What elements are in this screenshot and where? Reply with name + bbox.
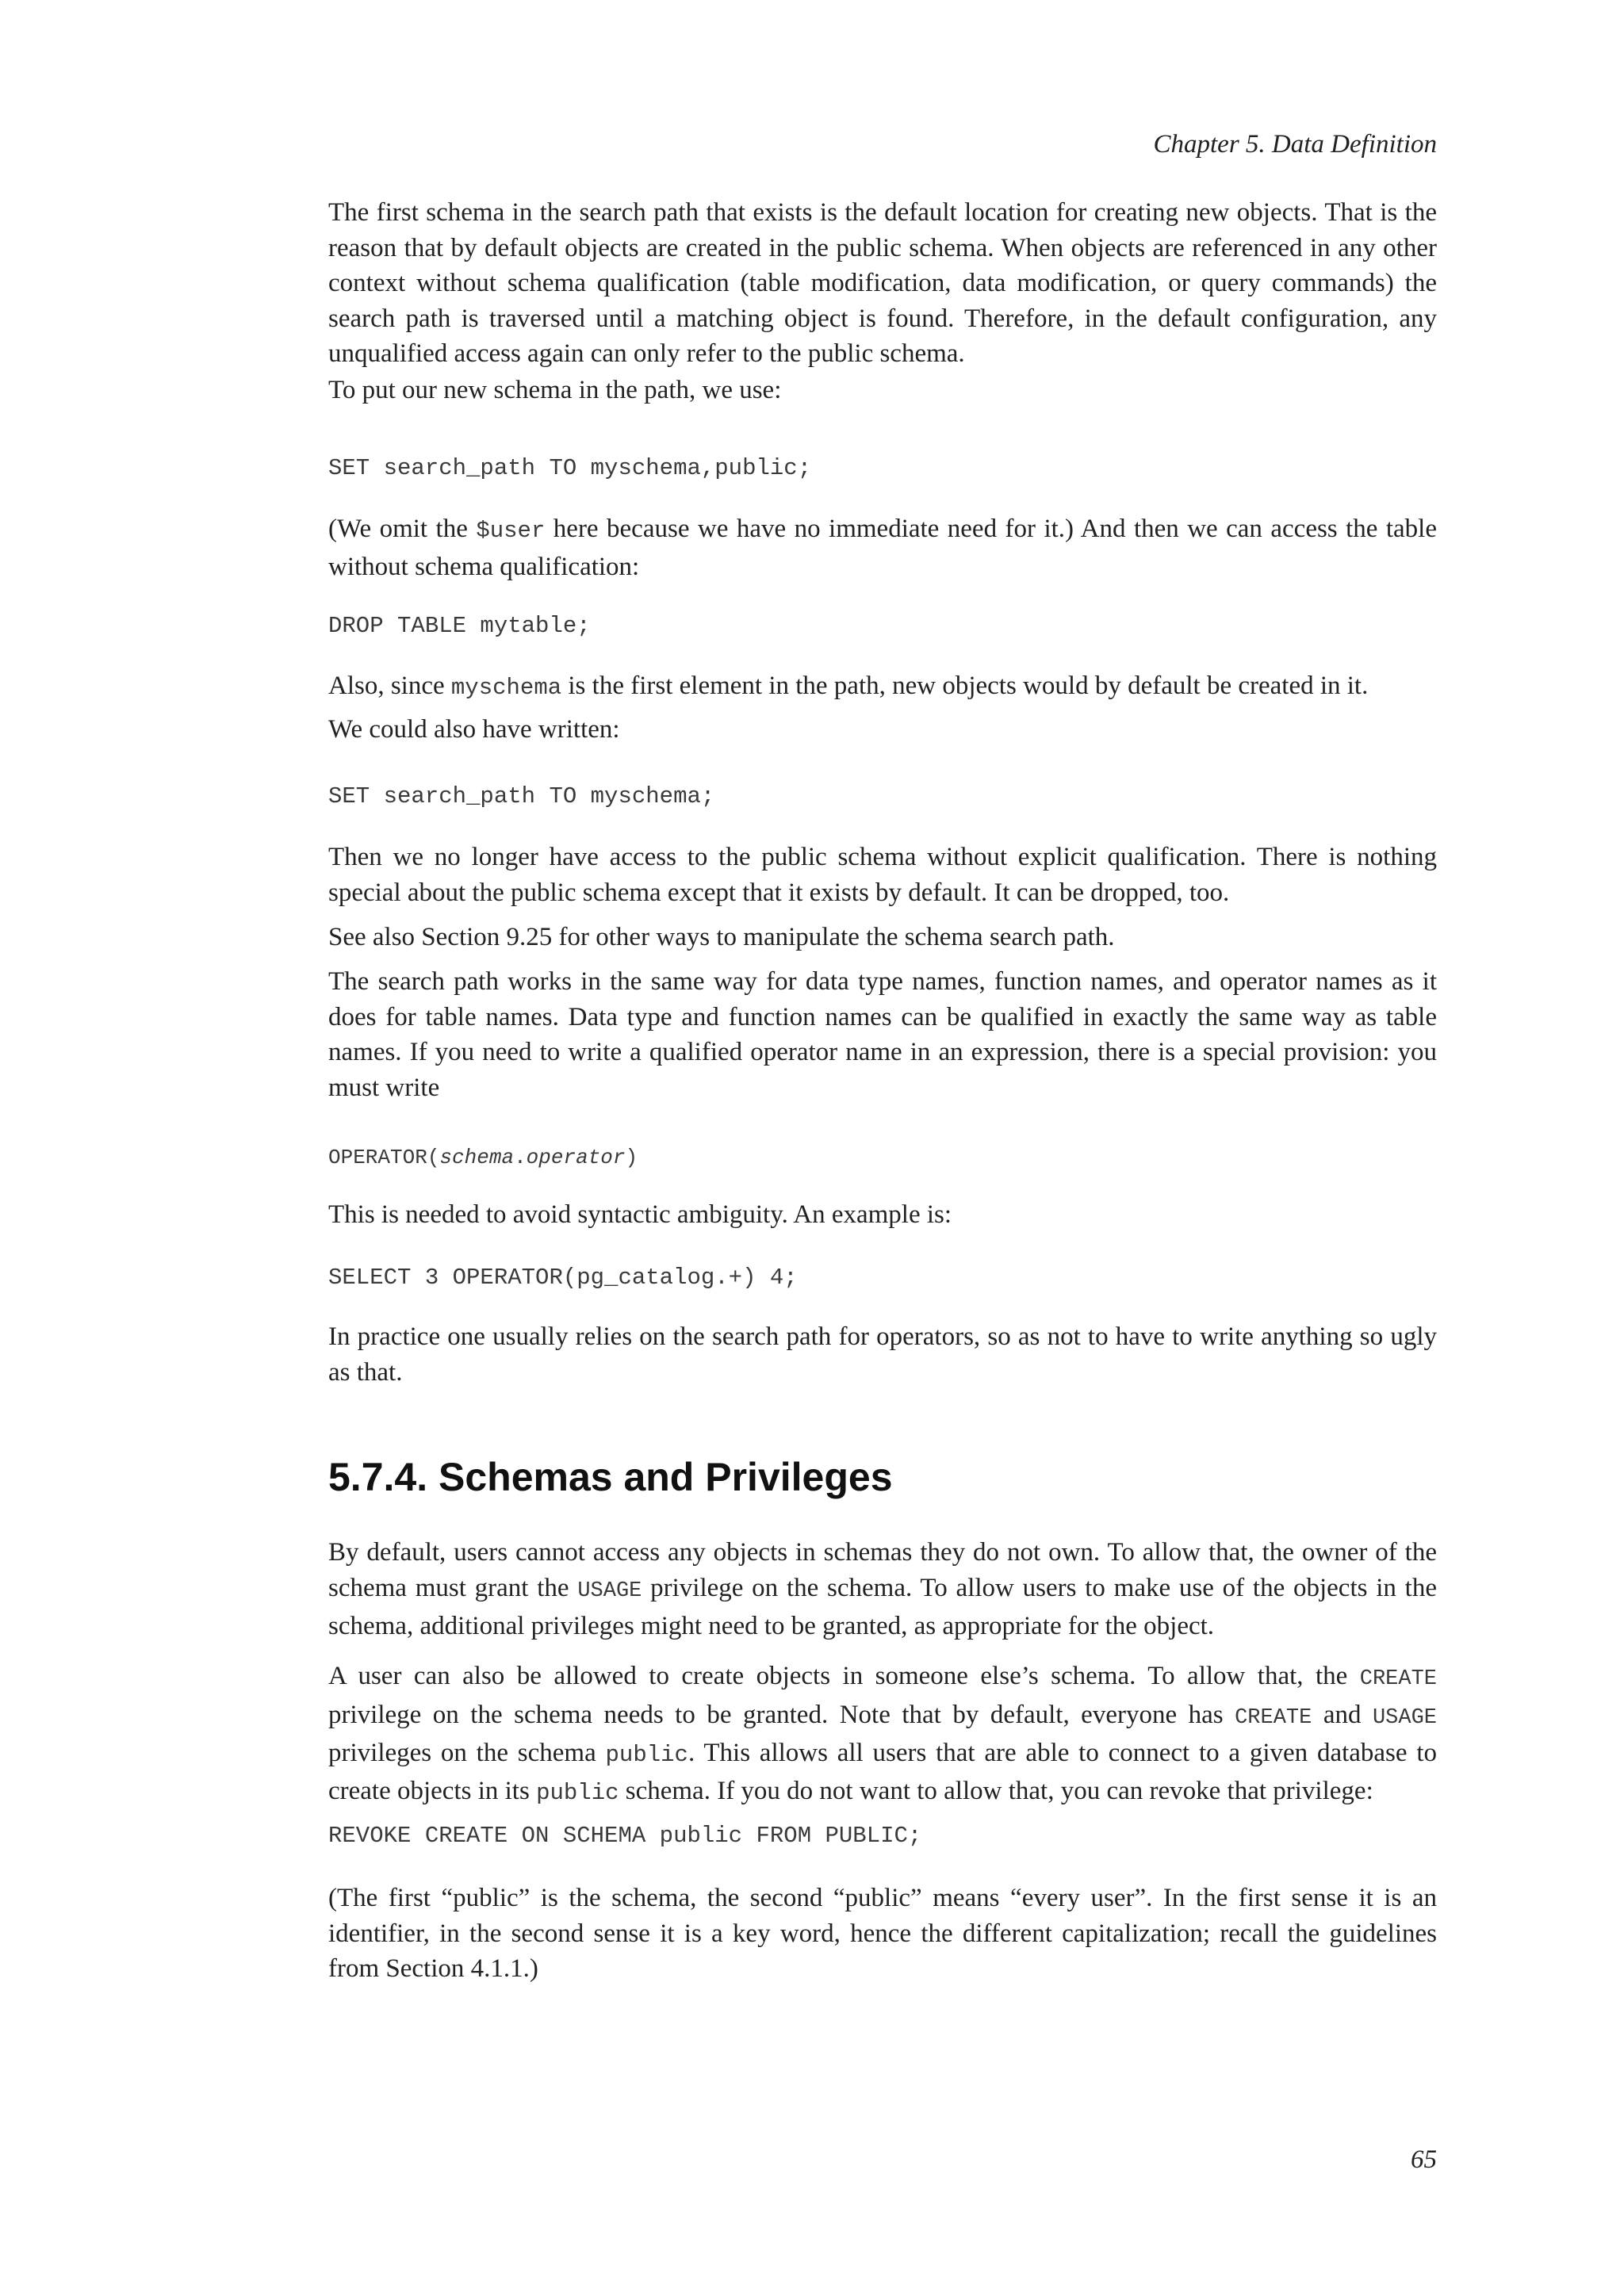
paragraph-put-schema-in-path: To put our new schema in the path, we use: [328,376,782,404]
text-segment: and [1312,1700,1373,1729]
code-operator-syntax [328,1142,1437,1173]
inline-code-public: public [536,1779,619,1806]
text-segment: By default, users cannot access any objects in schemas they do not own. To allow that, the owner of the schema must grant the [328,1538,1437,1602]
section-heading: 5.7.4. Schemas and Privileges [328,1455,893,1499]
inline-code-usage: USAGE [1372,1705,1437,1730]
code-select-operator-example: SELECT 3 OPERATOR(pg_catalog.+) 4; [328,1265,798,1291]
inline-code-public: public [605,1742,688,1768]
text-segment: Also, since [328,672,451,700]
paragraph-first-public: (The first “public” is the schema, the second “public” means “every user”. In the first sense it is an identifier, in the second sense it is a key word, hence the different capitalization; recall the guidelines from Section 4.1.1.) [328,1884,1437,1983]
code-segment: ) [625,1146,638,1169]
text-segment: privilege on the schema. To allow users to make use of the objects in the schema, additional privileges might need to be granted, as appropriate for the object. [328,1573,1437,1640]
paragraph-by-default-users [328,1535,1437,1644]
text-segment: privilege on the schema needs to be granted. Note that by default, everyone has [328,1700,1235,1729]
code-set-search-path-myschema: SET search_path TO myschema; [328,783,715,809]
paragraph-see-also: See also Section 9.25 for other ways to manipulate the schema search path. [328,923,1115,951]
paragraph-in-practice: In practice one usually relies on the search path for operators, so as not to have to write anything so ugly as that. [328,1322,1437,1387]
code-segment: OPERATOR( [328,1146,440,1169]
code-segment: . [514,1146,527,1169]
paragraph-avoid-ambiguity: This is needed to avoid syntactic ambiguity. An example is: [328,1200,952,1229]
paragraph-create-privilege [328,1659,1437,1811]
paragraph-first-element [328,668,1437,706]
inline-code-create: CREATE [1235,1705,1312,1730]
text-segment: here because we have no immediate need for it.) And then we can access the table without schema qualification: [328,515,1438,581]
page-number: 65 [1411,2145,1437,2174]
text-segment: A user can also be allowed to create objects in someone else’s schema. To allow that, the [328,1662,1360,1690]
paragraph-could-have-written: We could also have written: [328,715,620,744]
inline-code-create: CREATE [1359,1667,1437,1691]
text-segment: schema. If you do not want to allow that, you can revoke that privilege: [619,1776,1373,1805]
paragraph-omit-user [328,511,1437,584]
code-placeholder-schema: schema [439,1146,515,1169]
paragraph-default-location: The first schema in the search path that exists is the default location for creating new objects. That is the reason that by default objects are created in the public schema. When objects are referenced in any other context without schema qualification (table modification, data modification, or query commands) the search path is traversed until a matching object is found. Therefore, in the default configuration, any unqualified access again can only refer to the public schema. [328,198,1437,368]
text-segment: (We omit the [328,515,477,543]
text-segment: privileges on the schema [328,1739,606,1767]
running-header: Chapter 5. Data Definition [1153,130,1437,159]
code-placeholder-operator: operator [526,1146,626,1169]
paragraph-search-path-works: The search path works in the same way for data type names, function names, and operator names as it does for table names. Data type and function names can be qualified in exactly the same way as table names. If you need to write a qualified operator name in an expression, there is a special provision: you must write [328,967,1437,1102]
inline-code-user: $user [476,518,546,544]
code-set-search-path-public: SET search_path TO myschema,public; [328,455,812,481]
inline-code-myschema: myschema [450,675,562,701]
code-revoke-create: REVOKE CREATE ON SCHEMA public FROM PUBLIC; [328,1823,922,1849]
inline-code-usage: USAGE [577,1578,642,1603]
paragraph-no-longer-access: Then we no longer have access to the public schema without explicit qualification. There is nothing special about the public schema except that it exists by default. It can be dropped, too. [328,843,1437,907]
text-segment: . This allows all users that are able to connect to a given database to create objects in its [328,1739,1437,1805]
code-drop-table: DROP TABLE mytable; [328,613,591,639]
text-segment: is the first element in the path, new objects would by default be created in it. [561,672,1369,700]
